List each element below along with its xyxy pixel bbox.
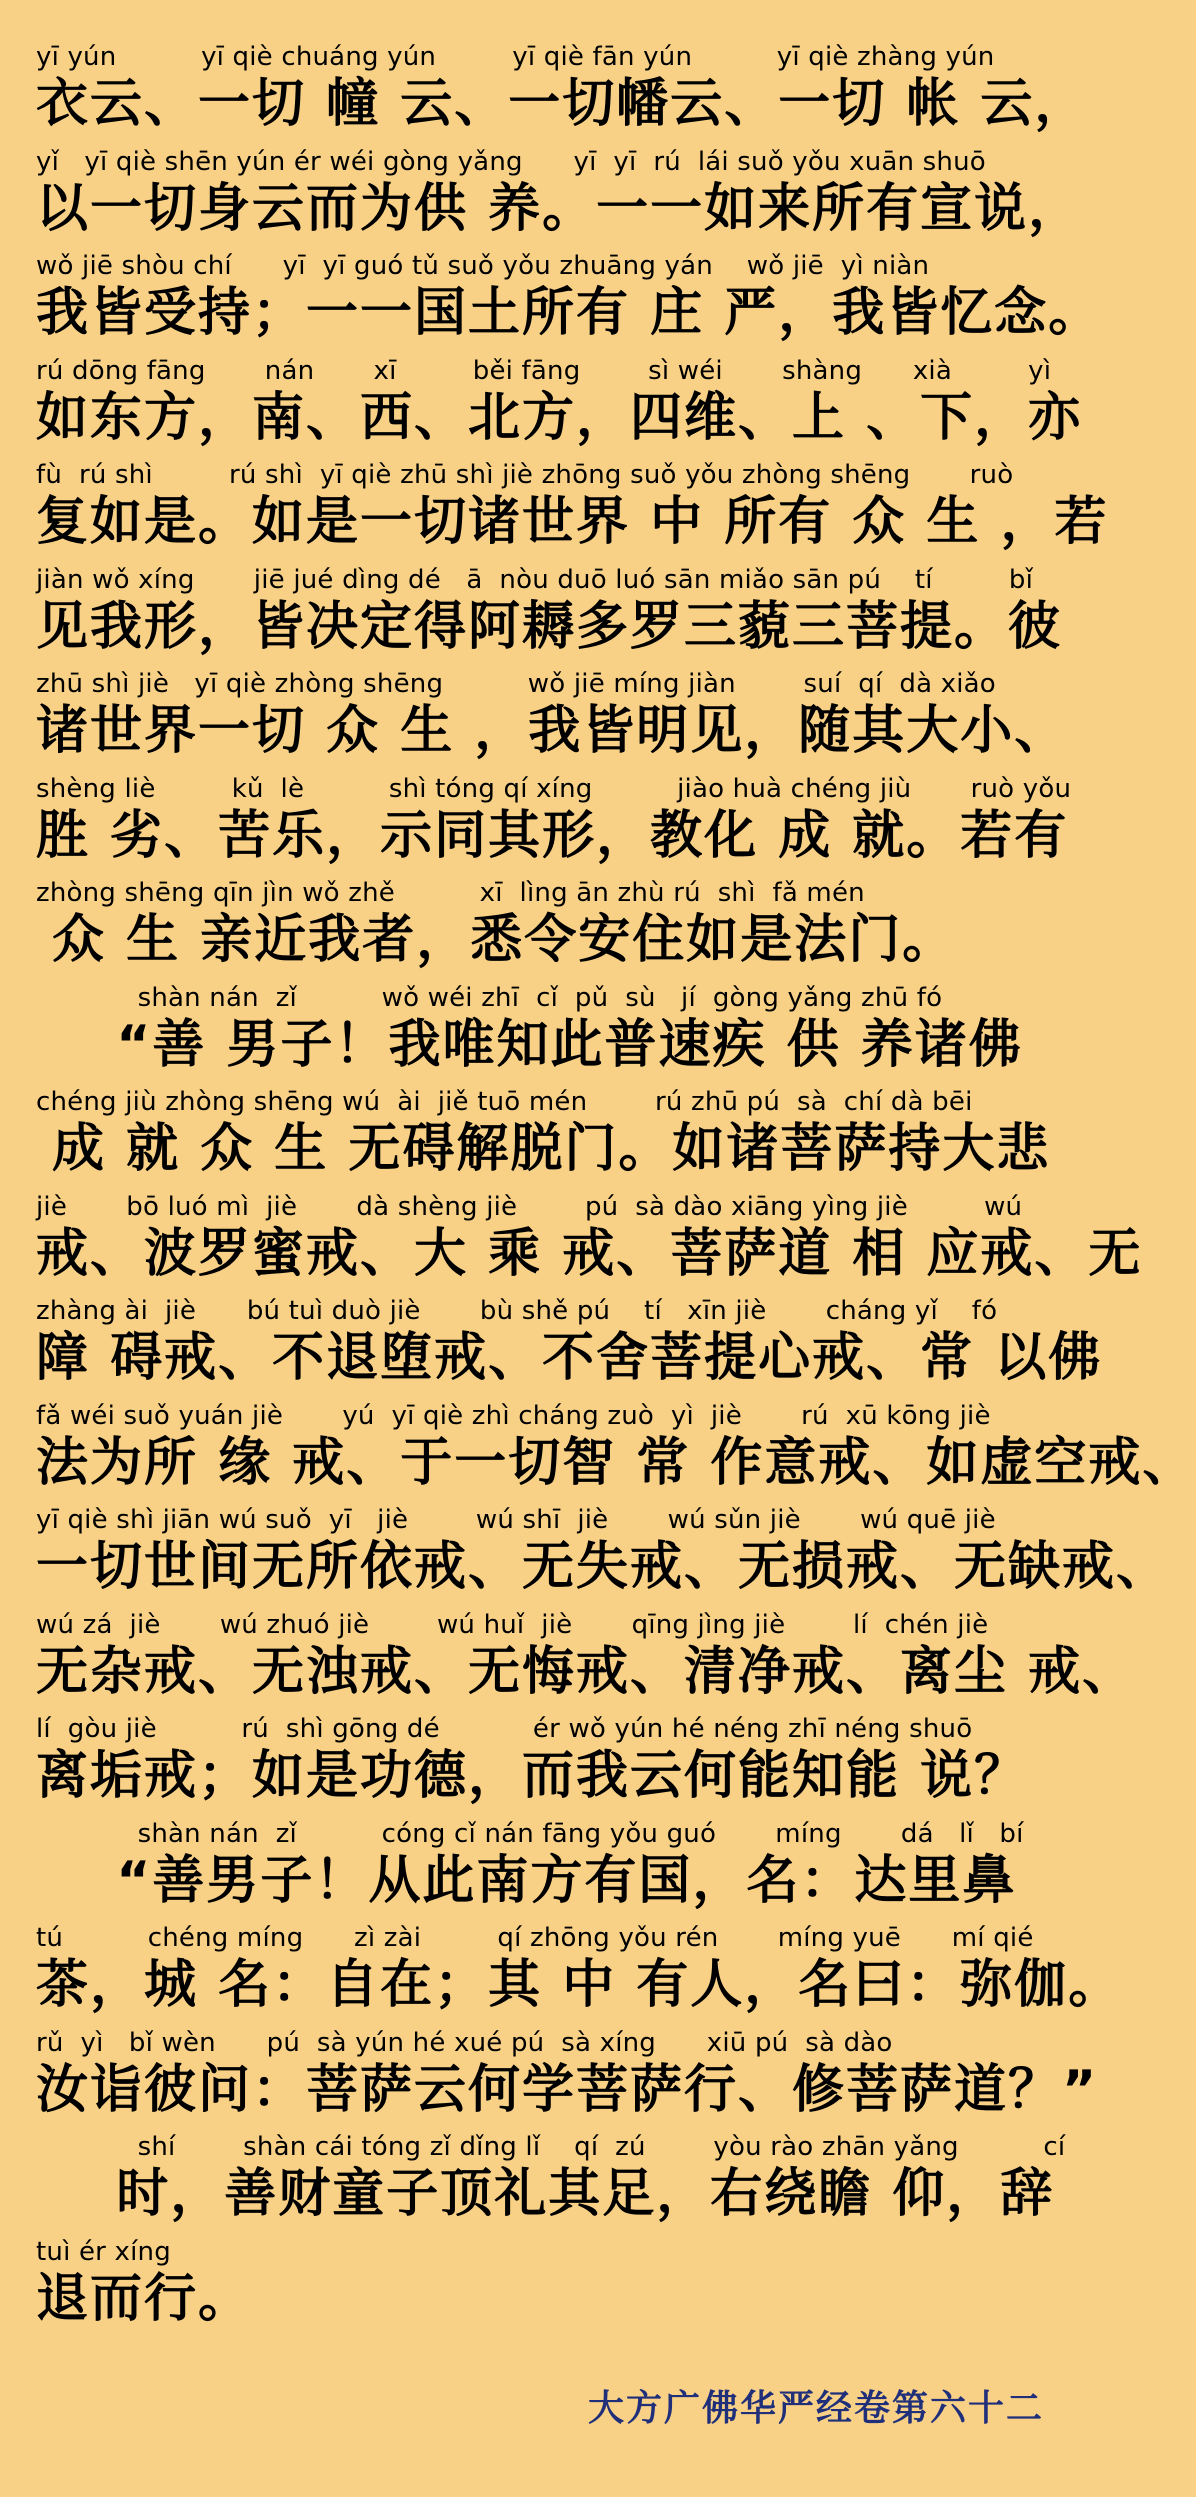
verse-line	[36, 1819, 1040, 1924]
pinyin-row: chéng jiù zhòng shēng wú ài jiě tuō mén rú zhū pú sà chí dà bēi	[36, 1087, 973, 1117]
verse-line	[36, 1609, 1137, 1715]
verse-line	[36, 42, 1089, 147]
pinyin-row: zhòng shēng qīn jìn wǒ zhě xī lìng ān zhù rú shì fǎ mén	[36, 878, 865, 908]
verse-line	[36, 1714, 1040, 1819]
hanzi-row: 时，善财童子顶礼其足，右绕瞻 仰，辞	[76, 2164, 1055, 2224]
verse-line	[36, 773, 1072, 879]
pinyin-row: jiè bō luó mì jiè dà shèng jiè pú sà dào xiāng yìng jiè wú	[36, 1191, 1023, 1222]
hanzi-row: 我皆受持；一一国土所有 庄 严，我皆忆念。	[36, 283, 1103, 343]
pinyin-row: shàn nán zǐ cóng cǐ nán fāng yǒu guó míng dá lǐ bí	[36, 1818, 1024, 1849]
hanzi-row: “善男子！从此南方有国，名：达里鼻	[76, 1850, 1017, 1911]
verse-line	[36, 1191, 1143, 1297]
verse-line	[36, 251, 1103, 356]
verse-line	[36, 1923, 1123, 2028]
hanzi-row: 如东方，南、西、北方，四维、上 、下，亦	[36, 387, 1083, 448]
pinyin-row: fù rú shì rú shì yī qiè zhū shì jiè zhōng suǒ yǒu zhòng shēng ruò	[36, 460, 1014, 490]
hanzi-row: 一切世间无所依戒、无失戒、无损戒、无缺戒、	[36, 1537, 1171, 1597]
hanzi-row: 离垢戒；如是功德，而我云何能知能 说？	[36, 1746, 1029, 1806]
verse-line	[36, 669, 1069, 774]
verse-line	[36, 1400, 1196, 1506]
pinyin-row: yī yún yī qiè chuáng yún yī qiè fān yún yī qiè zhàng yún	[36, 42, 995, 72]
hanzi-row: 成 就 众 生 无碍解脱门。如诸菩萨持大悲	[52, 1119, 1051, 1179]
hanzi-row: 汝诣彼问：菩萨云何学菩萨行、修菩萨道？”	[36, 2059, 1099, 2120]
hanzi-row: 见我形，皆决定得阿耨多罗三藐三菩提。彼	[36, 596, 1063, 657]
pinyin-row: tú chéng míng zì zài qí zhōng yǒu rén míng yuē mí qié	[36, 1923, 1034, 1953]
verse-line	[36, 2132, 1066, 2237]
verse-line	[36, 1296, 1103, 1401]
pinyin-row: wǒ jiē shòu chí yī yī guó tǔ suǒ yǒu zhuāng yán wǒ jiē yì niàn	[36, 251, 930, 281]
pinyin-row: shàn nán zǐ wǒ wéi zhī cǐ pǔ sù jí gòng yǎng zhū fó	[36, 982, 943, 1013]
verse-line	[36, 355, 1083, 461]
hanzi-row: 障 碍戒、不退堕戒、不舍菩提心戒、常 以佛	[36, 1328, 1103, 1388]
hanzi-row: 无杂戒、无浊戒、无悔戒、清净戒、离尘 戒、	[36, 1641, 1137, 1702]
pinyin-row: zhàng ài jiè bú tuì duò jiè bù shě pú tí xīn jiè cháng yǐ fó	[36, 1296, 998, 1326]
pinyin-row: rǔ yì bǐ wèn pú sà yún hé xué pú sà xíng xiū pú sà dào	[36, 2027, 893, 2058]
pinyin-row: wú zá jiè wú zhuó jiè wú huǐ jiè qīng jìng jiè lí chén jiè	[36, 1609, 989, 1640]
verse-line	[36, 1087, 1051, 1192]
pinyin-row: zhū shì jiè yī qiè zhòng shēng wǒ jiē míng jiàn suí qí dà xiǎo	[36, 669, 996, 699]
pinyin-row: rú dōng fāng nán xī běi fāng sì wéi shàng xià yì	[36, 355, 1052, 386]
hanzi-row: 法为所 缘 戒、于一切智 常 作意戒、如虚空戒、	[36, 1432, 1196, 1493]
hanzi-row: 茶，城 名：自在；其 中 有人，名曰：弥伽。	[36, 1955, 1123, 2015]
verse-line	[36, 983, 1040, 1088]
pinyin-row: lí gòu jiè rú shì gōng dé ér wǒ yún hé néng zhī néng shuō	[36, 1714, 973, 1744]
hanzi-row: 戒、波罗蜜戒、大 乘 戒、菩萨道 相 应戒、无	[36, 1223, 1143, 1284]
hanzi-row: 以一切身云而为供 养。一一如来所有宣说，	[36, 178, 1083, 239]
hanzi-row: 胜 劣、苦乐，示同其形，教化 成 就。若有	[36, 805, 1069, 866]
verse-line	[36, 1505, 1171, 1610]
verse-line	[36, 2237, 1040, 2342]
verse-line	[36, 146, 1083, 252]
pinyin-row: jiàn wǒ xíng jiē jué dìng dé ā nòu duō luó sān miǎo sān pú tí bǐ	[36, 564, 1034, 595]
hanzi-row: “善 男子！我唯知此普速疾 供 养诸佛	[76, 1014, 1023, 1075]
pinyin-row: fǎ wéi suǒ yuán jiè yú yī qiè zhì cháng zuò yì jiè rú xū kōng jiè	[36, 1400, 991, 1431]
pinyin-row: yǐ yī qiè shēn yún ér wéi gòng yǎng yī yī rú lái suǒ yǒu xuān shuō	[36, 146, 986, 177]
verse-line	[36, 2027, 1099, 2133]
pinyin-row: tuì ér xíng	[36, 2236, 171, 2267]
pinyin-row: shèng liè kǔ lè shì tóng qí xíng jiào huà chéng jiù ruò yǒu	[36, 773, 1072, 804]
verse-line	[36, 564, 1063, 670]
sutra-volume-title: 大方广佛华严经卷第六十二	[587, 2387, 1044, 2429]
hanzi-row: 退而行。	[36, 2268, 253, 2329]
verse-line	[36, 878, 1040, 983]
hanzi-row: 众 生 亲近我者，悉令安住如是法门。	[52, 910, 957, 970]
pinyin-row: yī qiè shì jiān wú suǒ yī jiè wú shī jiè wú sǔn jiè wú quē jiè	[36, 1505, 996, 1535]
hanzi-row: 衣云、一切 幢 云、一切幡云、一切 帐 云，	[36, 74, 1089, 134]
pinyin-row: shí shàn cái tóng zǐ dǐng lǐ qí zú yòu rào zhān yǎng cí	[36, 2132, 1066, 2162]
hanzi-row: 复如是。如是一切诸世界 中 所有 众 生 ，若	[36, 492, 1109, 552]
hanzi-row: 诸世界一切 众 生 ，我皆明见，随其大小、	[36, 701, 1069, 761]
verse-line	[36, 460, 1109, 565]
